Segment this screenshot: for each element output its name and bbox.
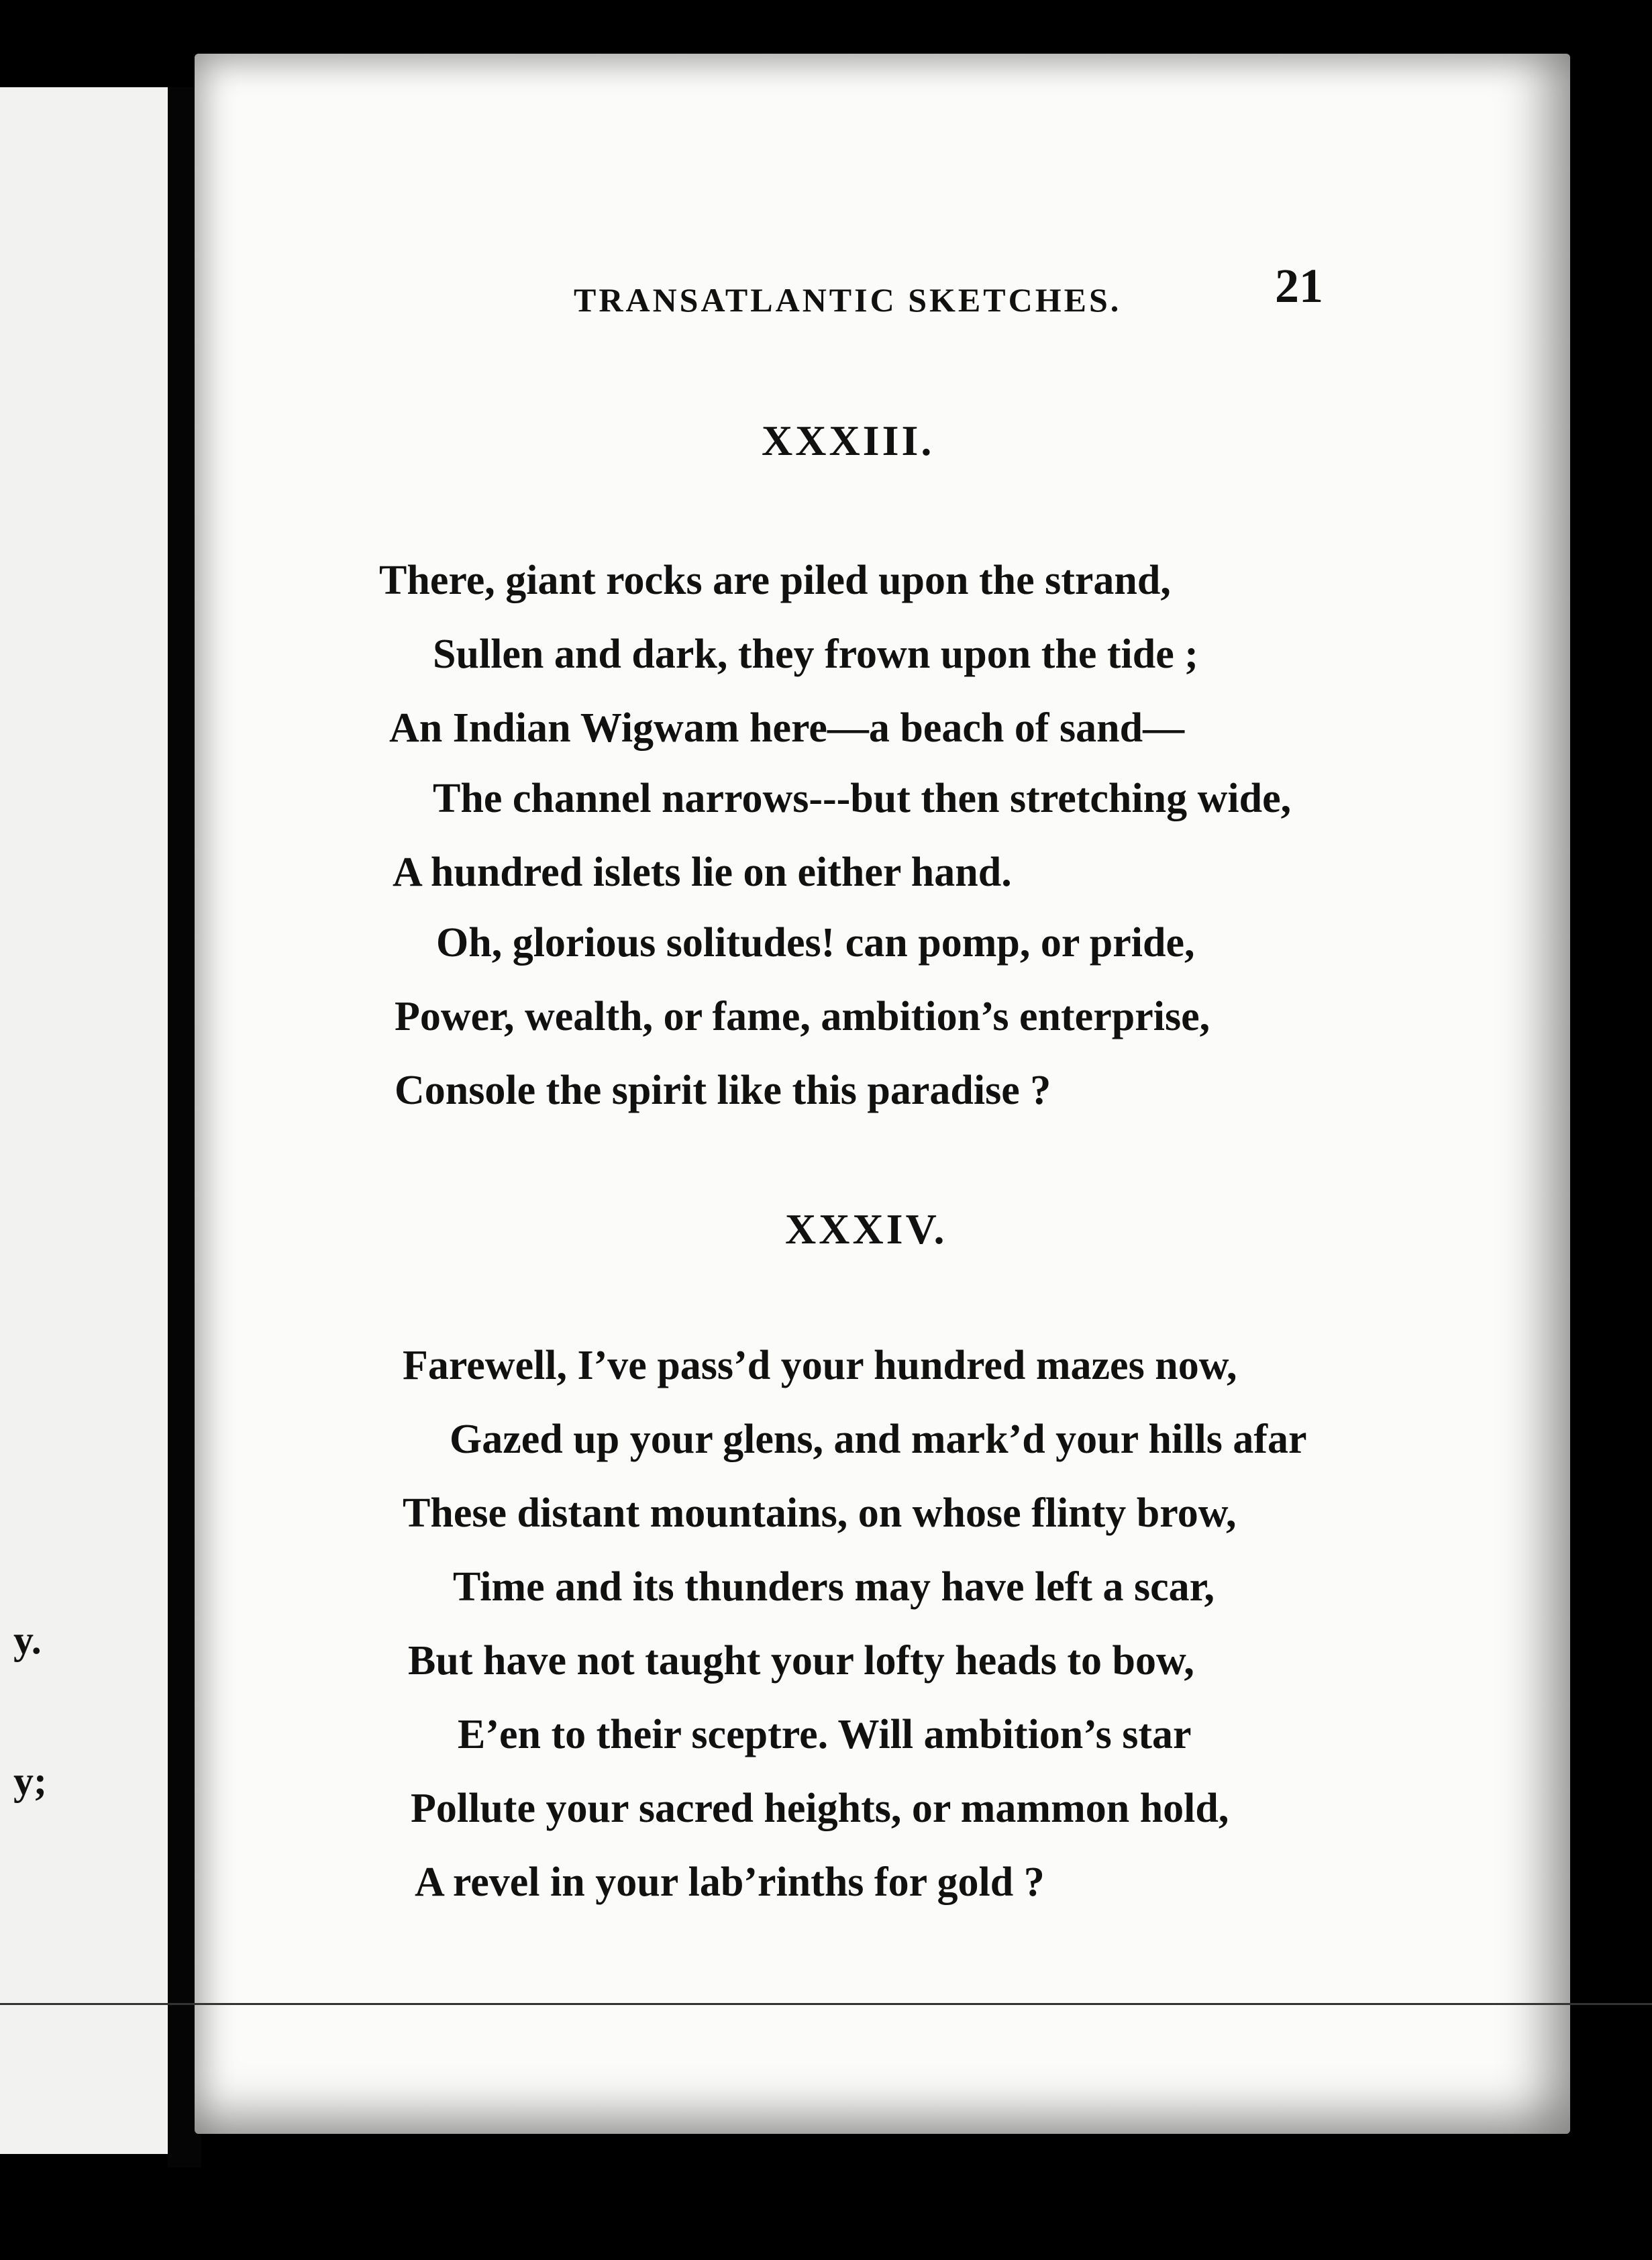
previous-page-edge [0,87,168,2154]
scan-edge-line [0,2003,1652,2005]
poem-line: But have not taught your lofty heads to bow, [408,1638,1194,1684]
previous-page-fragment: y; [13,1759,47,1803]
poem-line: Power, wealth, or fame, ambition’s enterprise, [395,994,1210,1039]
poem-line: E’en to their sceptre. Will ambition’s star [458,1712,1192,1757]
poem-line: There, giant rocks are piled upon the strand, [379,558,1171,603]
poem-line: Pollute your sacred heights, or mammon hold, [411,1786,1229,1831]
running-title: TRANSATLANTIC SKETCHES. [574,281,1122,319]
poem-line: Gazed up your glens, and mark’d your hills afar [450,1417,1307,1462]
page-number: 21 [1275,259,1323,313]
poem-line: Farewell, I’ve pass’d your hundred mazes now, [403,1343,1237,1388]
poem-line: Oh, glorious solitudes! can pomp, or pride, [436,920,1195,966]
poem-line: Console the spirit like this paradise ? [395,1068,1051,1113]
poem-line: Sullen and dark, they frown upon the tide ; [433,631,1198,677]
poem-line: These distant mountains, on whose flinty brow, [403,1490,1237,1536]
stanza-numeral: XXXIV. [785,1205,947,1253]
poem-line: A hundred islets lie on either hand. [393,850,1012,895]
poem-line: A revel in your lab’rinths for gold ? [415,1859,1045,1905]
stanza-numeral: XXXIII. [762,417,935,464]
previous-page-fragment: y. [13,1618,42,1662]
poem-line: Time and its thunders may have left a scar, [453,1564,1215,1610]
poem-line: The channel narrows---but then stretching wide, [433,776,1292,821]
poem-line: An Indian Wigwam here—a beach of sand— [389,705,1185,751]
